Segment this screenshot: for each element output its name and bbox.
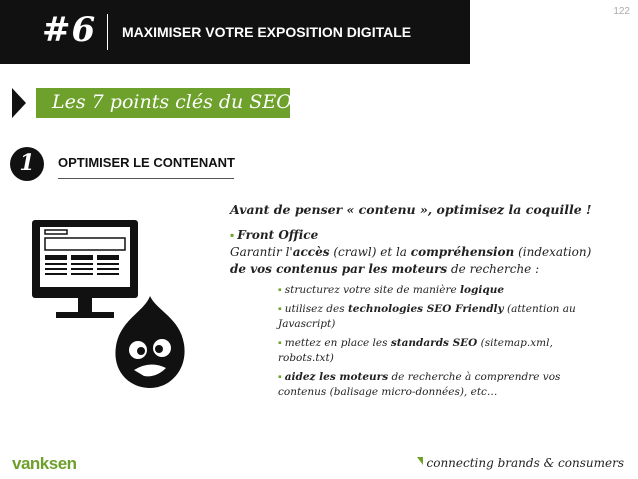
section-title: OPTIMISER LE CONTENANT [58, 155, 235, 170]
tagline-mark-icon [417, 457, 423, 465]
list-item: ▪ utilisez des technologies SEO Friendly (attention au Javascript) [278, 303, 576, 330]
bullet-square-icon: ▪ [230, 228, 235, 242]
list-item: ▪ aidez les moteurs de recherche à comprendre vos contenus (balisage micro-données), etc… [278, 371, 561, 398]
chapter-number: #6 [42, 10, 97, 50]
bullet-square-icon: ▪ [278, 337, 282, 349]
content-block [230, 200, 610, 404]
vanksen-logo: vanksen [12, 454, 77, 473]
section-underline [58, 178, 234, 179]
front-office-text: Garantir l'accès (crawl) et la compréhension (indexation) de vos contenus par les moteurs de recherche : [230, 245, 592, 276]
front-office-title: Front Office [237, 228, 319, 242]
front-office-paragraph [230, 227, 610, 278]
bullet-square-icon: ▪ [278, 303, 282, 315]
bullet-square-icon: ▪ [278, 371, 282, 383]
ribbon-title: Les 7 points clés du SEO [52, 91, 292, 113]
ribbon-arrow-icon [12, 88, 26, 118]
header-divider [107, 14, 108, 50]
list-item: ▪ mettez en place les standards SEO (sitemap.xml, robots.txt) [278, 337, 553, 364]
header-bar [0, 0, 470, 64]
subtitle-ribbon [12, 88, 290, 118]
step-number: 1 [19, 150, 35, 176]
monitor-icon [32, 220, 138, 318]
intro-text: Avant de penser « contenu », optimisez la coquille ! [230, 202, 592, 217]
chapter-title: MAXIMISER VOTRE EXPOSITION DIGITALE [122, 24, 412, 40]
footer-tagline: connecting brands & consumers [417, 456, 625, 470]
sub-bullet-list [278, 283, 610, 400]
step-badge [10, 147, 44, 181]
monitor-illustration [30, 218, 230, 398]
page-number: 122 [613, 6, 630, 17]
bullet-square-icon: ▪ [278, 284, 282, 296]
drupal-logo-icon [115, 296, 184, 388]
list-item: ▪ structurez votre site de manière logique [278, 284, 505, 296]
